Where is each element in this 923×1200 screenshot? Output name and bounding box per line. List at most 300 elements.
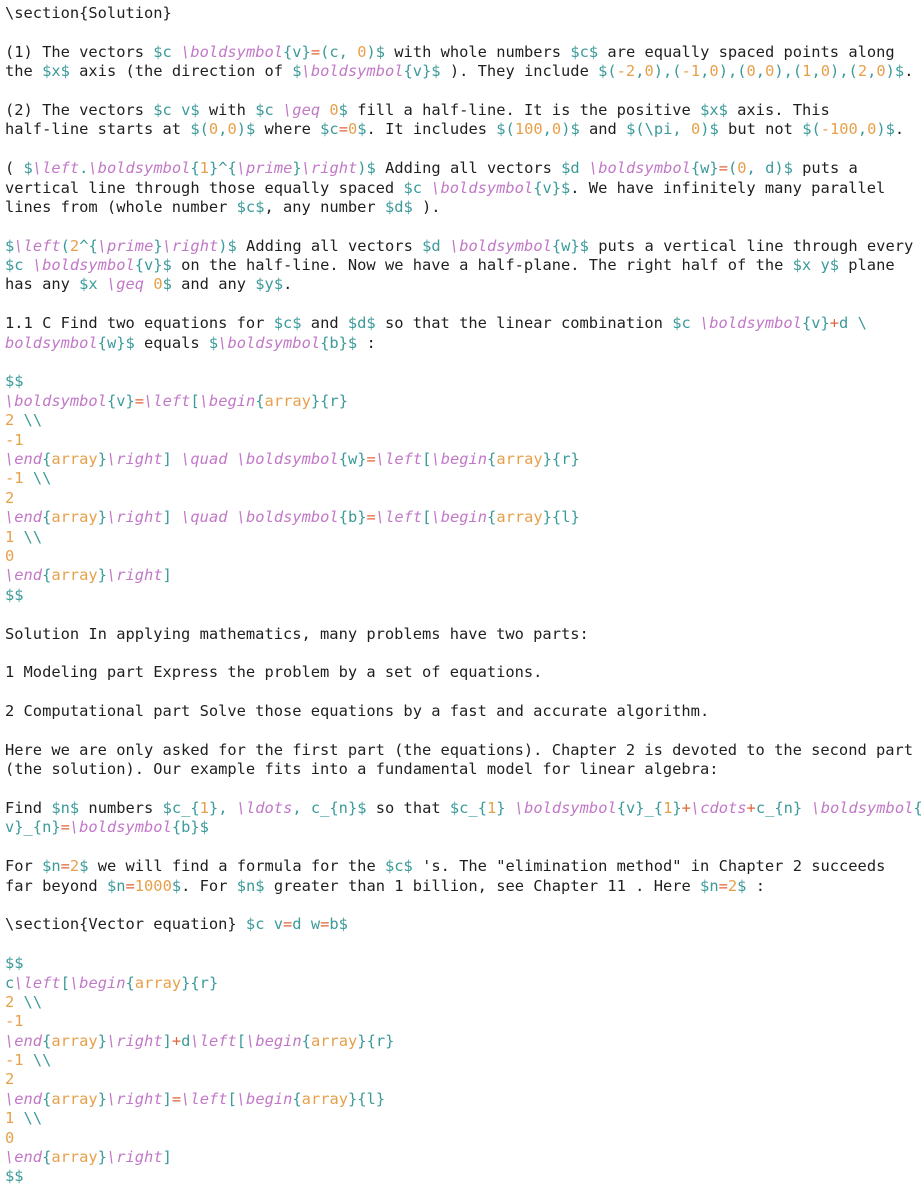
token-m: $$ — [5, 1167, 24, 1186]
source-line — [5, 740, 914, 760]
token-m: } — [97, 1031, 107, 1050]
token-m: )$ — [561, 120, 580, 139]
token-m: $x$ — [42, 62, 70, 81]
token-m: $d — [561, 159, 589, 178]
token-k: \right — [106, 566, 163, 585]
token-m: } — [97, 566, 107, 585]
source-line — [5, 236, 914, 256]
source-line — [5, 877, 908, 896]
token-m: $ — [208, 333, 219, 352]
token-m: ( — [727, 159, 738, 178]
token-t: we will find a formula for the — [88, 857, 385, 876]
token-t: half-line starts at — [5, 120, 191, 139]
token-m: {w} — [690, 159, 719, 178]
token-t: on the half-line. Now we have a half-plane. The right half of the — [171, 256, 793, 275]
token-o: + — [681, 799, 691, 818]
token-m: $ — [162, 275, 172, 294]
token-t: and any — [171, 275, 256, 294]
token-o: + — [171, 1031, 182, 1050]
token-n: 1 — [663, 799, 673, 818]
token-t: and — [579, 120, 627, 139]
token-m: $c$ — [236, 197, 265, 216]
token-m: )$ — [236, 120, 256, 139]
token-n: 0 — [709, 62, 719, 81]
token-m: $c — [5, 256, 33, 275]
token-k: \begin — [69, 973, 126, 992]
token-t: fill a half-line. It is the positive — [347, 100, 701, 119]
token-t: but not — [718, 120, 803, 139]
token-m: \\ — [14, 992, 43, 1011]
source-line — [5, 140, 908, 159]
token-n: 0 — [820, 62, 830, 81]
token-t: . It includes — [366, 120, 497, 139]
source-line — [5, 586, 908, 605]
token-o: = — [718, 159, 728, 178]
token-m: $ — [5, 236, 15, 255]
token-t: with — [199, 100, 256, 119]
token-m: ),( — [830, 62, 858, 81]
token-m: [ — [227, 1089, 237, 1108]
source-line — [5, 1051, 908, 1070]
token-o: = — [718, 876, 728, 895]
token-m: { — [42, 508, 52, 527]
token-t: the — [5, 62, 43, 81]
token-m: , — [867, 62, 877, 81]
token-m: [ — [236, 1031, 247, 1050]
token-m: )$ — [876, 120, 895, 139]
token-t: \section{Vector equation} — [5, 915, 246, 934]
source-line — [5, 993, 908, 1012]
token-t: . — [283, 275, 293, 294]
token-m: } — [97, 1089, 107, 1108]
token-m — [144, 275, 153, 293]
token-m: ),( — [653, 62, 682, 81]
token-m: [ — [60, 973, 70, 992]
source-line — [5, 353, 908, 372]
token-m: {b}$ — [320, 333, 358, 352]
token-m: $n — [106, 876, 126, 895]
token-m: $c v$ — [153, 100, 200, 119]
source-line — [5, 935, 908, 954]
token-n: -1 — [5, 1012, 24, 1031]
token-m: \\ — [14, 1109, 43, 1128]
token-n: 2 — [5, 1070, 15, 1089]
source-line — [5, 217, 908, 236]
token-k: \boldsymbol — [88, 159, 191, 178]
token-k: \geq — [106, 275, 145, 294]
token-m: $( — [190, 120, 209, 139]
token-k: \boldsymbol — [588, 159, 691, 178]
token-n: array — [51, 449, 98, 468]
token-o: = — [283, 915, 293, 934]
token-m: $ — [79, 857, 89, 876]
token-m: $c$ — [384, 857, 413, 876]
token-m: \\ — [14, 411, 43, 430]
source-line — [5, 1070, 908, 1089]
token-k: \prime — [236, 159, 293, 178]
source-line — [5, 314, 908, 333]
token-n: 0 — [347, 120, 358, 139]
token-m: ( — [60, 236, 70, 255]
token-k: \boldsymbol — [431, 178, 534, 197]
token-o: = — [310, 42, 321, 61]
token-k: \boldsymbol — [5, 391, 107, 410]
source-line — [5, 1148, 908, 1167]
token-n: -1 — [5, 469, 24, 488]
token-n: 2 — [5, 488, 15, 507]
token-t: axis. This — [727, 100, 830, 119]
token-o: = — [366, 449, 376, 468]
token-k: \end — [5, 566, 43, 585]
token-t: : — [746, 876, 765, 895]
token-t: . — [904, 62, 914, 81]
token-k: \boldsymbol — [69, 818, 172, 837]
token-m: { — [487, 449, 497, 468]
token-t: puts a vertical line through every — [588, 236, 914, 255]
token-n: array — [310, 1031, 358, 1050]
token-t: greater than 1 billion, see Chapter 11 . Here — [264, 876, 701, 895]
token-m: $d$ — [384, 197, 413, 216]
token-n: 0 — [690, 120, 701, 139]
token-m: $ — [171, 876, 182, 895]
token-k: \prime — [97, 236, 154, 255]
token-m: { — [42, 1089, 52, 1108]
token-n: -1 — [5, 1051, 24, 1070]
token-m: { — [42, 449, 52, 468]
token-m: $c v — [245, 915, 283, 934]
token-t: : — [357, 333, 376, 352]
token-m: )$ — [357, 159, 376, 178]
token-k: \left — [190, 1031, 237, 1050]
source-line — [5, 4, 908, 23]
token-t: equals — [134, 333, 209, 352]
token-m: $ — [338, 100, 348, 119]
token-m: }{r} — [357, 1031, 395, 1050]
token-t: ( — [5, 159, 24, 178]
token-o: = — [60, 818, 70, 837]
token-m: } — [97, 449, 107, 468]
token-m: [ — [422, 508, 432, 527]
token-m: $ — [357, 120, 367, 139]
token-m: $$ — [5, 954, 24, 973]
source-line — [5, 1129, 908, 1148]
token-k: \right — [106, 1148, 163, 1167]
token-t: with whole numbers — [385, 42, 571, 61]
token-k: \boldsymbol — [700, 314, 802, 333]
token-m: } — [153, 236, 163, 255]
token-t: 2 Computational part Solve those equations by a fast and accurate algorithm. — [5, 702, 710, 721]
token-o: = — [338, 120, 348, 139]
token-m: $x$ — [700, 100, 728, 119]
token-o: + — [746, 799, 756, 818]
token-m: d w — [292, 915, 321, 934]
token-m: $$ — [5, 372, 24, 391]
token-m: ] — [162, 566, 172, 585]
source-line — [5, 547, 908, 566]
token-t: so that — [366, 799, 450, 818]
token-m: {v}$ — [134, 256, 172, 275]
token-k: \end — [5, 449, 43, 468]
token-k: \right — [106, 1031, 163, 1050]
token-m: {b}$ — [171, 818, 209, 837]
token-k: \end — [5, 508, 43, 527]
token-t: . — [894, 120, 905, 139]
token-k: \boldsymbol — [449, 236, 552, 255]
token-n: 1 — [5, 527, 15, 546]
source-line — [5, 120, 908, 139]
token-m: $x y$ — [792, 256, 839, 275]
token-o: = — [171, 1089, 182, 1108]
token-n: array — [51, 1031, 98, 1050]
token-m: )$ — [700, 120, 719, 139]
token-m: }, — [208, 799, 237, 818]
token-m: { — [42, 566, 52, 585]
token-m: $n$ — [51, 799, 80, 818]
token-n: array — [134, 973, 182, 992]
token-m: $c_{ — [162, 799, 200, 818]
token-n: array — [51, 1148, 98, 1167]
token-m: \\ — [23, 1051, 52, 1070]
source-line — [5, 625, 908, 644]
token-n: -100 — [820, 120, 858, 139]
token-m: {b} — [338, 508, 367, 527]
token-k: \quad — [181, 449, 228, 468]
source-line — [5, 179, 908, 198]
token-t: 's. The "elimination method" in Chapter 2 succeeds — [412, 857, 886, 876]
token-n: array — [264, 391, 311, 410]
token-n: 1000 — [134, 876, 172, 895]
token-m: ] — [162, 449, 182, 468]
token-k: \boldsymbol — [181, 42, 284, 61]
token-k: \left — [14, 973, 61, 992]
source-line — [5, 760, 908, 779]
source-line — [5, 392, 908, 411]
token-m: { — [301, 1031, 311, 1050]
token-m: , — [857, 120, 868, 139]
token-t: plane — [839, 256, 895, 275]
token-n: -2 — [616, 62, 636, 81]
token-n: array — [51, 566, 98, 585]
source-line — [5, 857, 908, 876]
token-k: \right — [301, 159, 358, 178]
token-m: { — [190, 159, 200, 178]
source-line — [5, 1167, 908, 1186]
token-t: vertical line through those equally spaced — [5, 178, 404, 197]
token-t: 1.1 C Find two equations for — [5, 314, 274, 333]
token-m: ^{ — [79, 236, 98, 255]
source-line — [5, 683, 908, 702]
token-n: 0 — [153, 275, 163, 294]
token-m: $c — [403, 178, 432, 197]
token-t: (2) The vectors — [5, 100, 154, 119]
token-m: {w} — [338, 449, 367, 468]
source-line — [5, 82, 908, 101]
source-line — [5, 159, 908, 178]
token-m: }{r} — [181, 973, 219, 992]
source-line — [5, 23, 908, 42]
token-t: , any number — [264, 197, 385, 216]
token-m: d \ — [839, 314, 867, 333]
token-k: \ldots — [236, 799, 293, 818]
source-line — [5, 974, 908, 993]
token-t: For — [5, 857, 43, 876]
token-m: [ — [190, 391, 200, 410]
token-m — [320, 101, 329, 119]
token-m: ] — [162, 508, 182, 527]
token-n: 2 — [69, 236, 80, 255]
token-n: 2 — [727, 876, 738, 895]
token-m: )$ — [885, 62, 905, 81]
token-m: $x — [79, 275, 107, 294]
token-k: \left — [32, 159, 80, 178]
token-n: 1 — [802, 62, 812, 81]
token-m: } — [672, 799, 682, 818]
token-m: )$ — [218, 236, 237, 255]
token-t: lines from (whole number — [5, 197, 237, 216]
token-n: -1 — [681, 62, 701, 81]
token-m: $n$ — [236, 876, 265, 895]
token-m: \\ — [14, 527, 43, 546]
token-m: , — [635, 62, 645, 81]
token-m — [227, 450, 236, 468]
source-line — [5, 411, 908, 430]
source-line — [5, 198, 908, 217]
token-m — [227, 508, 236, 526]
token-k: \left — [375, 508, 423, 527]
token-t: so that the linear combination — [375, 314, 673, 333]
token-o: = — [125, 876, 135, 895]
source-line — [5, 469, 908, 488]
token-t: . For — [181, 876, 237, 895]
token-m: { — [42, 1031, 52, 1050]
source-line — [5, 838, 908, 857]
source-line — [5, 644, 908, 663]
token-n: 0 — [208, 120, 219, 139]
source-line — [5, 62, 914, 81]
token-t: 1 Modeling part Express the problem by a set of equations. — [5, 663, 543, 682]
token-m: c_{n} — [755, 799, 812, 818]
source-line — [5, 1032, 908, 1051]
token-m: ),( — [718, 62, 747, 81]
token-k: \right — [106, 508, 163, 527]
token-m: $n — [700, 876, 719, 895]
token-m: $c — [153, 42, 182, 61]
source-line — [5, 818, 908, 837]
source-line — [5, 780, 908, 799]
token-n: 0 — [644, 62, 654, 81]
token-t: . We have infinitely many parallel — [570, 178, 886, 197]
token-k: \begin — [199, 391, 256, 410]
token-m: $c_{ — [449, 799, 487, 818]
token-k: \left — [375, 449, 423, 468]
token-m: { — [255, 391, 265, 410]
token-m: } — [292, 159, 302, 178]
source-line — [5, 702, 908, 721]
token-t: \section{Solution} — [5, 4, 172, 22]
token-n: 0 — [5, 1128, 15, 1147]
token-m: $ — [737, 876, 747, 895]
token-k: \boldsymbol — [236, 449, 339, 468]
token-o: = — [320, 915, 330, 934]
token-m: ] — [162, 1089, 172, 1108]
token-m: , — [811, 62, 821, 81]
token-m: }{r} — [542, 449, 580, 468]
token-m: $$ — [5, 585, 24, 604]
token-m: , — [700, 62, 710, 81]
token-m: { — [913, 799, 923, 818]
token-n: 0 — [227, 120, 237, 139]
token-m: (c, — [320, 42, 358, 61]
token-k: \left — [14, 236, 61, 255]
source-line — [5, 528, 908, 547]
token-m: $ — [292, 62, 302, 81]
token-m: $c — [320, 120, 339, 139]
token-t: numbers — [79, 799, 163, 818]
token-m: }{l} — [348, 1089, 386, 1108]
token-t: are equally spaced points along — [598, 42, 895, 61]
token-o: = — [366, 508, 376, 527]
token-k: \end — [5, 1148, 43, 1167]
source-line — [5, 450, 908, 469]
token-o: = — [134, 391, 145, 410]
token-n: 1 — [199, 159, 209, 178]
token-t: Here we are only asked for the first part (the equations). Chapter 2 is devoted to the second part — [5, 740, 914, 759]
token-m: }{l} — [542, 508, 580, 527]
token-m: $( — [496, 120, 515, 139]
token-m: , c_{n}$ — [292, 799, 367, 818]
token-n: 1 — [199, 799, 209, 818]
token-n: array — [496, 449, 543, 468]
token-m: { — [125, 973, 135, 992]
token-k: \cdots — [690, 799, 747, 818]
token-m: $y$ — [255, 275, 284, 294]
token-n: 1 — [5, 1109, 15, 1128]
token-t: puts a — [792, 159, 858, 178]
token-k: \left — [144, 391, 191, 410]
token-m: $c$ — [570, 42, 599, 61]
source-line — [5, 566, 908, 585]
source-line — [5, 915, 908, 934]
token-m: ] — [162, 1031, 172, 1050]
token-n: 0 — [551, 120, 562, 139]
token-k: \left — [181, 1089, 228, 1108]
token-n: array — [51, 1089, 98, 1108]
token-t: far beyond — [5, 876, 107, 895]
token-m: {v} — [283, 42, 311, 61]
token-t: ). They include — [440, 62, 599, 81]
token-t: where — [255, 120, 321, 139]
token-n: 0 — [329, 100, 339, 119]
token-o: = — [60, 857, 70, 876]
token-m: ] — [162, 1148, 172, 1167]
token-n: 2 — [857, 62, 868, 81]
token-m: }^{ — [208, 159, 237, 178]
source-line — [5, 295, 908, 314]
token-m: { — [42, 1148, 52, 1167]
source-line — [5, 1090, 908, 1109]
token-t: Adding all vectors — [236, 236, 423, 255]
source-line — [5, 372, 908, 391]
token-k: \right — [106, 1089, 163, 1108]
token-k: \quad — [181, 508, 228, 527]
source-line — [5, 799, 923, 818]
source-line — [5, 663, 908, 682]
token-m: $n — [42, 857, 61, 876]
token-n: 0 — [5, 546, 15, 565]
source-line — [5, 896, 908, 915]
source-line — [5, 256, 908, 275]
token-m: , — [218, 120, 228, 139]
